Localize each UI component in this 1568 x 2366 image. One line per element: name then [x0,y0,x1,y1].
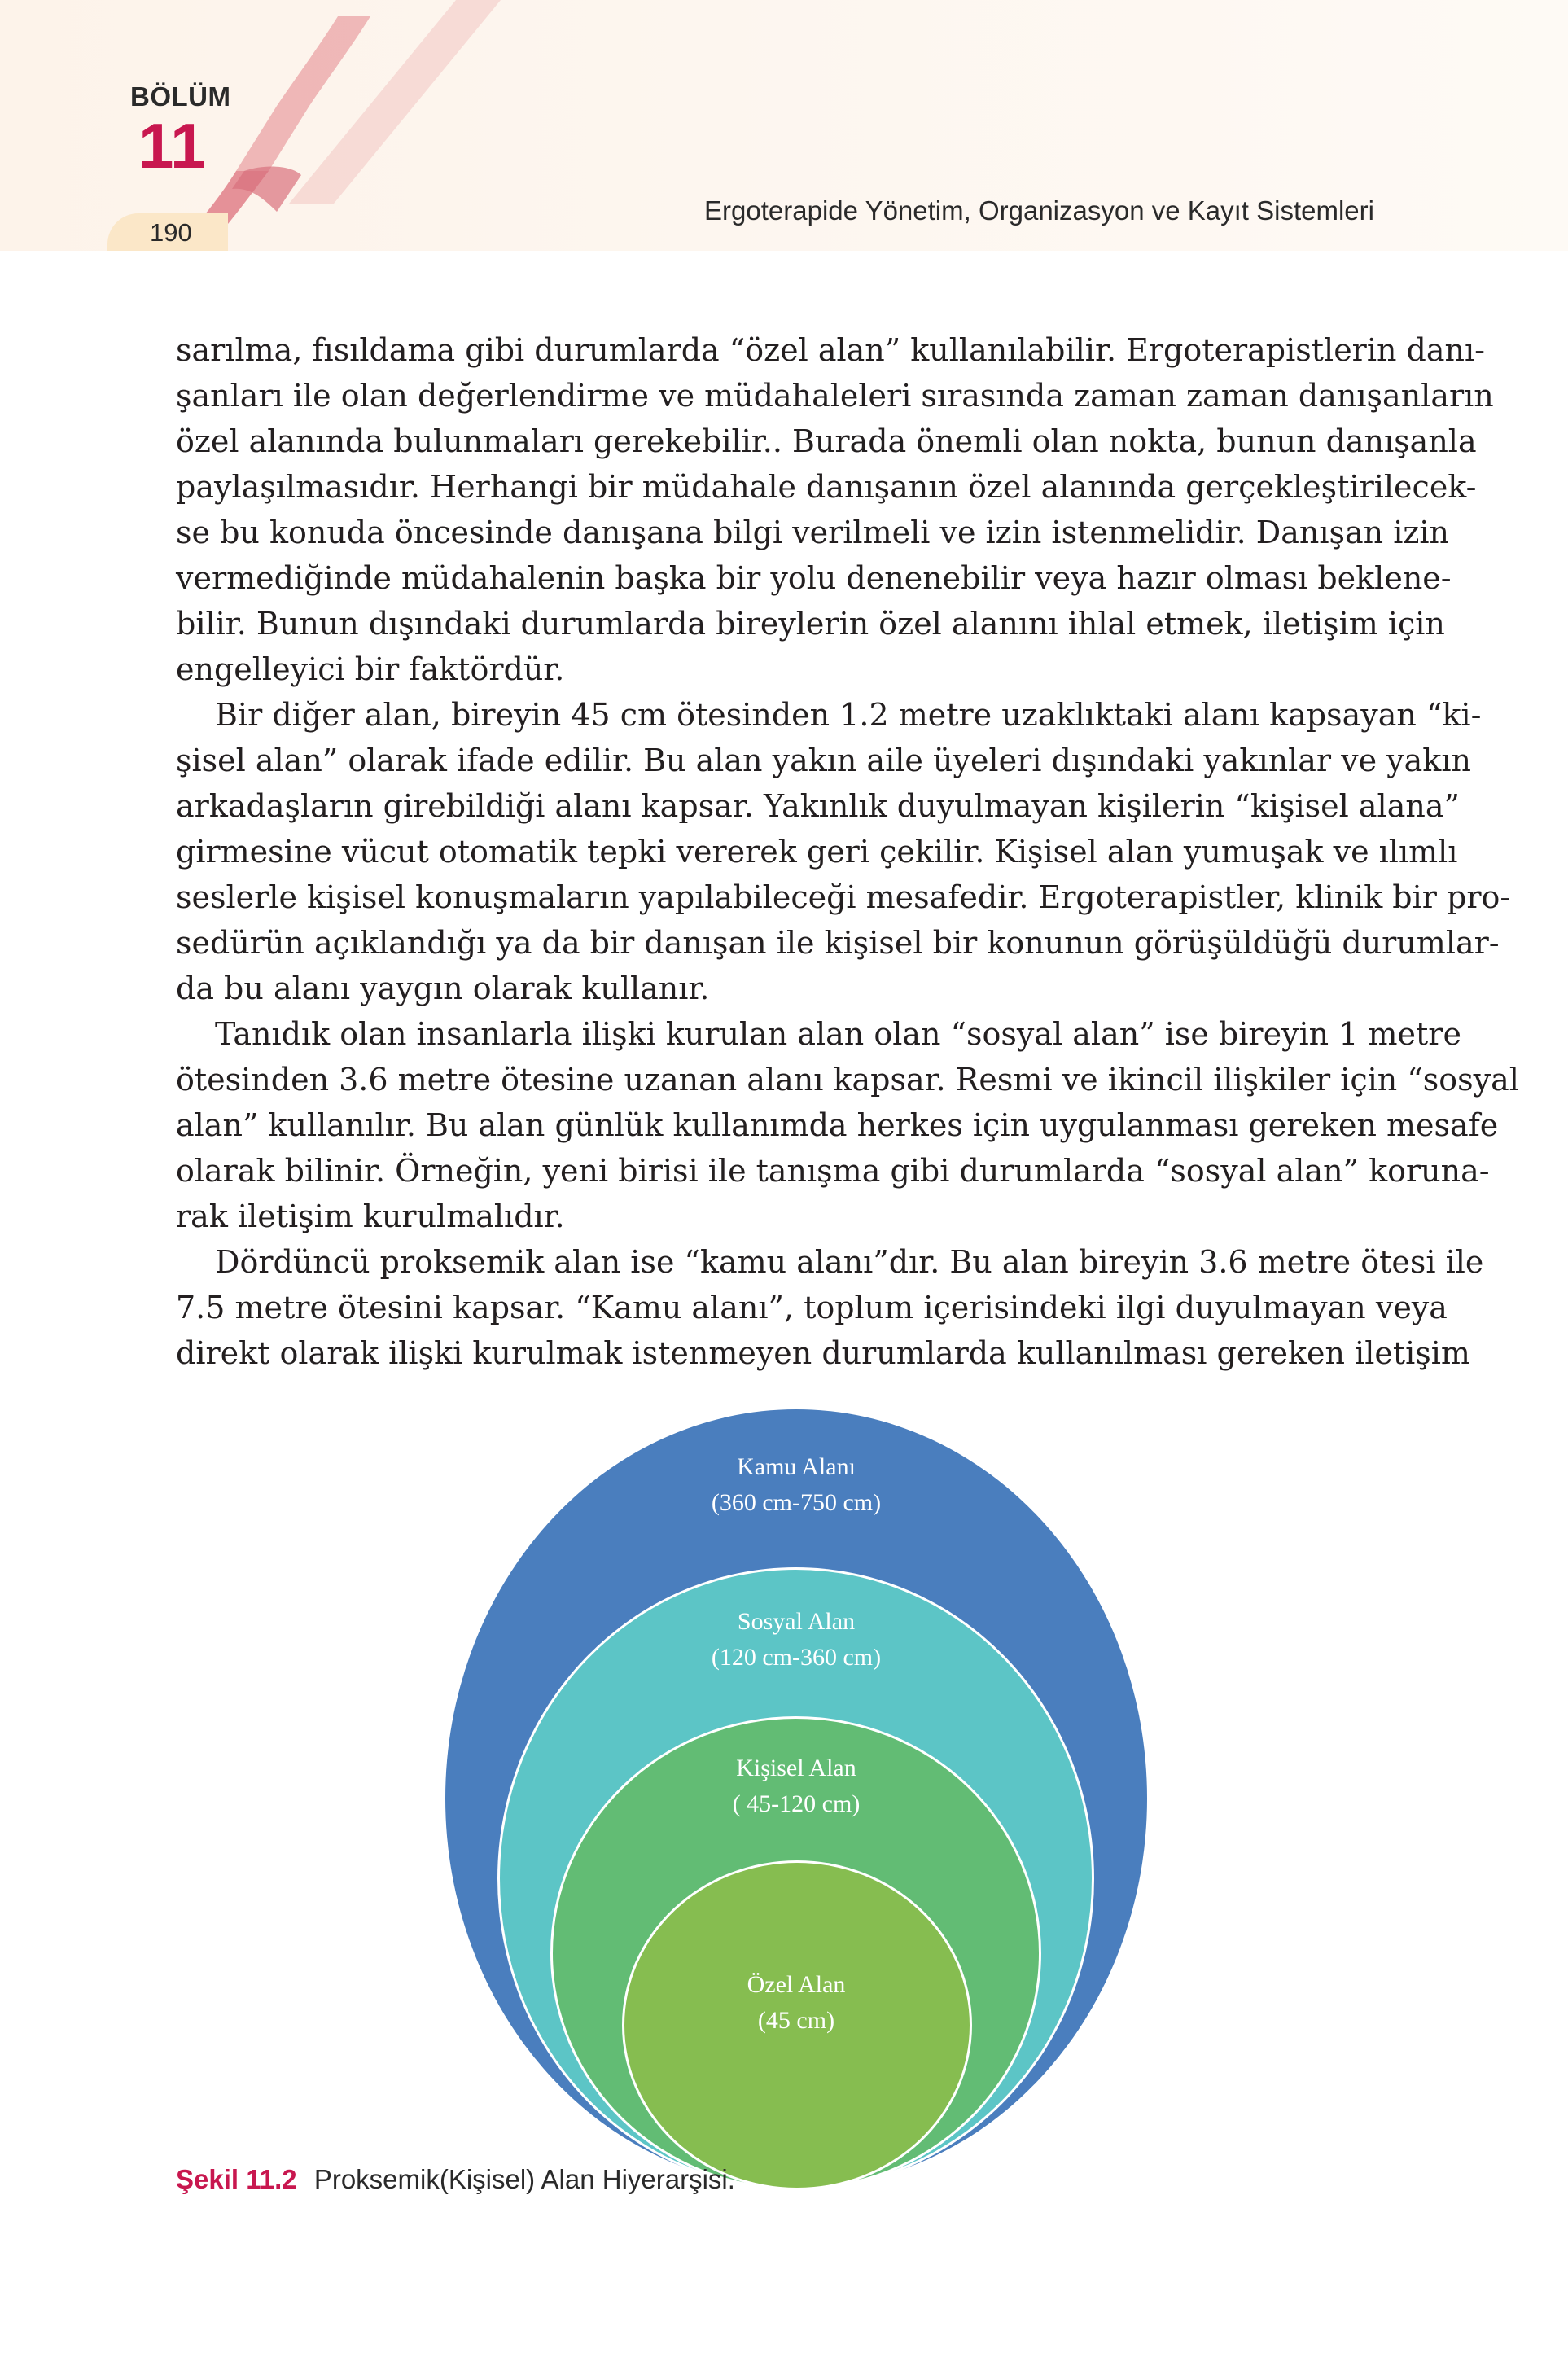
zone-range: ( 45-120 cm) [732,1790,861,1817]
text-line: ötesinden 3.6 metre ötesine uzanan alanı kapsar. Resmi ve ikincil ilişkiler için “sosyal [176,1062,1519,1098]
page-header [0,0,1568,251]
zone-name: Kişisel Alan [736,1755,856,1781]
chapter-number: 11 [138,110,206,182]
zone-name: Özel Alan [747,1971,846,1998]
text-line: Tanıdık olan insanlarla ilişki kurulan alan olan “sosyal alan” ise bireyin 1 metre [215,1016,1461,1052]
text-line: se bu konuda öncesinde danışana bilgi verilmeli ve izin istenmelidir. Danışan izin [176,515,1450,550]
paragraph [176,327,1494,692]
chapter-label: BÖLÜM [130,81,231,112]
paragraph [176,692,1511,1011]
text-line: seslerle kişisel konuşmaların yapılabileceği mesafedir. Ergoterapistler, klinik bir pro- [176,879,1511,915]
text-line: girmesine vücut otomatik tepki vererek geri çekilir. Kişisel alan yumuşak ve ılımlı [176,834,1458,870]
zone-name: Kamu Alanı [737,1453,856,1480]
zone-label-social [593,1604,1000,1676]
text-line: direkt olarak ilişki kurulmak istenmeyen durumlarda kullanılması gereken iletişim [176,1335,1470,1371]
text-line: sedürün açıklandığı ya da bir danışan ile kişisel bir konunun görüşüldüğü durumlar- [176,925,1500,961]
zone-range: (45 cm) [757,2007,835,2034]
paragraph [176,1011,1519,1239]
text-line: özel alanında bulunmaları gerekebilir.. Burada önemli olan nokta, bunun danışanla [176,423,1477,459]
text-line: olarak bilinir. Örneğin, yeni birisi ile tanışma gibi durumlarda “sosyal alan” koruna- [176,1153,1490,1189]
text-line: bilir. Bunun dışındaki durumlarda bireylerin özel alanını ihlal etmek, iletişim için [176,606,1445,642]
zone-range: (120 cm-360 cm) [711,1644,882,1671]
figure-caption-label: Şekil 11.2 [176,2164,297,2194]
text-line: arkadaşların girebildiği alanı kapsar. Yakınlık duyulmayan kişilerin “kişisel alana” [176,788,1460,824]
text-line: da bu alanı yaygın olarak kullanır. [176,970,710,1006]
text-line: Dördüncü proksemik alan ise “kamu alanı”dır. Bu alan bireyin 3.6 metre ötesi ile [215,1244,1484,1280]
text-line: vermediğinde müdahalenin başka bir yolu denenebilir veya hazır olması beklene- [176,560,1452,596]
zone-label-personal [593,1750,1000,1822]
text-line: Bir diğer alan, bireyin 45 cm ötesinden 1.2 metre uzaklıktaki alanı kapsayan “ki- [215,697,1482,733]
running-title: Ergoterapide Yönetim, Organizasyon ve Kayıt Sistemleri [704,195,1374,226]
text-line: şisel alan” olarak ifade edilir. Bu alan yakın aile üyeleri dışındaki yakınlar ve yakın [176,743,1471,778]
text-line: engelleyici bir faktördür. [176,651,565,687]
zone-label-public [593,1449,1000,1521]
text-line: şanları ile olan değerlendirme ve müdahaleleri sırasında zaman zaman danışanların [176,378,1494,414]
text-line: alan” kullanılır. Bu alan günlük kullanımda herkes için uygulanması gereken mesafe [176,1107,1499,1143]
text-line: sarılma, fısıldama gibi durumlarda “özel alan” kullanılabilir. Ergoterapistlerin danı- [176,332,1486,368]
body-text [176,327,1519,1376]
paragraph [176,1239,1484,1376]
proxemic-zones-figure [0,1384,1568,2198]
header-ribbon-decoration [0,0,570,251]
text-line: paylaşılmasıdır. Herhangi bir müdahale danışanın özel alanında gerçekleştirilecek- [176,469,1477,505]
text-line: 7.5 metre ötesini kapsar. “Kamu alanı”, toplum içerisindeki ilgi duyulmayan veya [176,1290,1448,1325]
text-line: rak iletişim kurulmalıdır. [176,1198,565,1234]
page-number: 190 [150,218,192,247]
figure-caption-text: Proksemik(Kişisel) Alan Hiyerarşisi. [313,2164,735,2194]
figure-caption [176,2164,735,2195]
zone-label-intimate [593,1967,1000,2039]
zone-range: (360 cm-750 cm) [711,1489,882,1516]
zone-name: Sosyal Alan [737,1608,856,1635]
